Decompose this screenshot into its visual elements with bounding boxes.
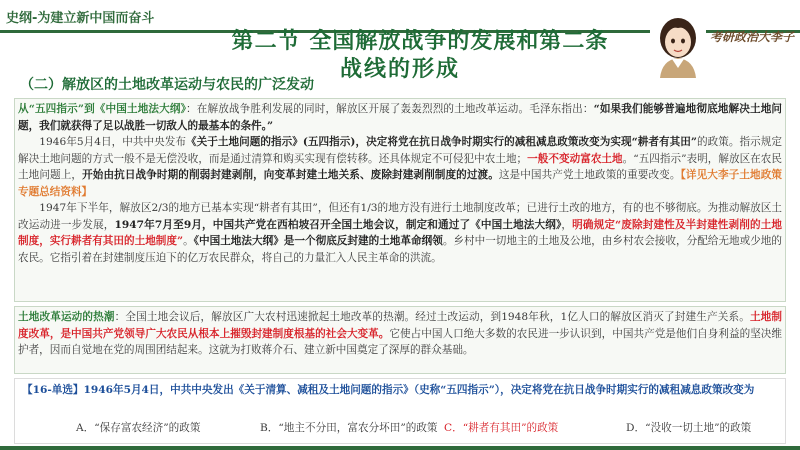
text-segment: 1946年5月4日，中共中央发布 xyxy=(18,136,187,148)
question-stem: 【16-单选】1946年5月4日，中共中央发出《关于清算、减租及土地问题的指示》（史称“五四指示”），决定将党在抗日战争时期实行的减租减息政策改变为 xyxy=(22,384,755,396)
quote-mao: “如果我们能够普遍地彻底地解决土地问题，我们就获得了足以战胜一切敌人的最基本的条件。” xyxy=(18,103,783,132)
emphasis-text: 1947年7月至9月，中国共产党在西柏坡召开全国土地会议，制定和通过了《中国土地法大纲》 xyxy=(114,218,562,231)
answer-options xyxy=(14,418,786,438)
key-point-red: 一般不变动富农土地 xyxy=(527,152,623,165)
text-segment: 。 xyxy=(183,235,194,247)
text-segment: 的政策。指示规定解决土地问题的方式一般不是无偿没收，而是通过清算和购买实现有偿转移。还具体规定不可侵犯中农土地； xyxy=(18,136,782,165)
topic-heading: 从“五四指示”到《中国土地法大纲》 xyxy=(18,103,187,115)
key-point-red: 土地制度改革，是中国共产党领导广大农民从根本上摧毁封建制度根基的社会大变革。 xyxy=(18,311,783,340)
option-a[interactable]: A．“保存富农经济”的政策 xyxy=(76,422,201,434)
page-title-line-2: 战线的形成 xyxy=(339,57,460,82)
text-segment: 它使占中国人口绝大多数的农民进一步认识到，中国共产党是他们自身利益的坚决维护者，因而自觉地在党的周围团结起来。这就为打败蒋介石、建立新中国奠定了深厚的群众基础。 xyxy=(18,327,783,356)
option-d[interactable]: D．“没收一切土地”的政策 xyxy=(626,422,752,434)
emphasis-text: 开始由抗日战争时期的削弱封建剥削，向变革封建土地关系、废除封建剥削制度的过渡。 xyxy=(82,169,499,181)
text-segment: 这是中国共产党土地政策的重要改变。 xyxy=(498,169,681,181)
paragraph-reform-wave xyxy=(18,309,782,359)
option-c-correct[interactable]: C．“耕者有其田”的政策 xyxy=(444,422,559,434)
text-segment: ， xyxy=(561,218,573,231)
page-title-line-1: 第二节 全国解放战争的发展和第二条 xyxy=(231,29,609,54)
footer-bar xyxy=(0,446,800,450)
breadcrumb: 史纲-为建立新中国而奋斗 xyxy=(0,8,164,30)
reference-note-link[interactable]: 【详见大李子土地政策专题总结资料】 xyxy=(18,169,783,198)
text-segment: ：全国土地会议后，解放区广大农村迅速掀起土地改革的热潮。经过土改运动，到1948年秋，1亿人口的解放区消灭了封建生产关系。 xyxy=(114,311,750,323)
section-heading: （二）解放区的土地改革运动与农民的广泛发动 xyxy=(20,77,314,93)
text-segment: 1947年下半年，解放区2/3的地方已基本实现“耕者有其田”，但还有1/3的地方没有进行土地制度改革；已进行土改的地方，有的也不够彻底。为推动解放区土改运动进一步发展， xyxy=(18,202,782,231)
text-segment: 。乡村中一切地主的土地及公地，由乡村农会接收，分配给无地或少地的农民。它指引着在封建制度压迫下的亿万农民群众，将自己的力量汇入人民主革命的洪流。 xyxy=(18,235,783,264)
option-b[interactable]: B．“地主不分田，富农分坏田”的政策 xyxy=(260,422,438,434)
brand-logo: 考研政治大李子 xyxy=(710,30,795,44)
emphasis-text: 《关于土地问题的指示》(五四指示)，决定将党在抗日战争时期实行的减租减息政策改变为实现“耕者有其田” xyxy=(186,136,697,148)
topic-heading: 土地改革运动的热潮 xyxy=(18,311,115,323)
emphasis-text: 《中国土地法大纲》是一个彻底反封建的土地革命纲领 xyxy=(193,235,443,247)
paragraph-land-reform xyxy=(18,101,782,266)
teacher-avatar-icon xyxy=(650,12,706,78)
text-segment: ：在解放战争胜利发展的同时，解放区开展了轰轰烈烈的土地改革运动。毛泽东指出： xyxy=(186,103,594,115)
text-segment: 。“五四指示”表明，解放区在农民土地问题上， xyxy=(18,152,782,181)
key-point-red: 明确规定“废除封建性及半封建性剥削的土地制度，实行耕者有其田的土地制度” xyxy=(18,218,783,247)
